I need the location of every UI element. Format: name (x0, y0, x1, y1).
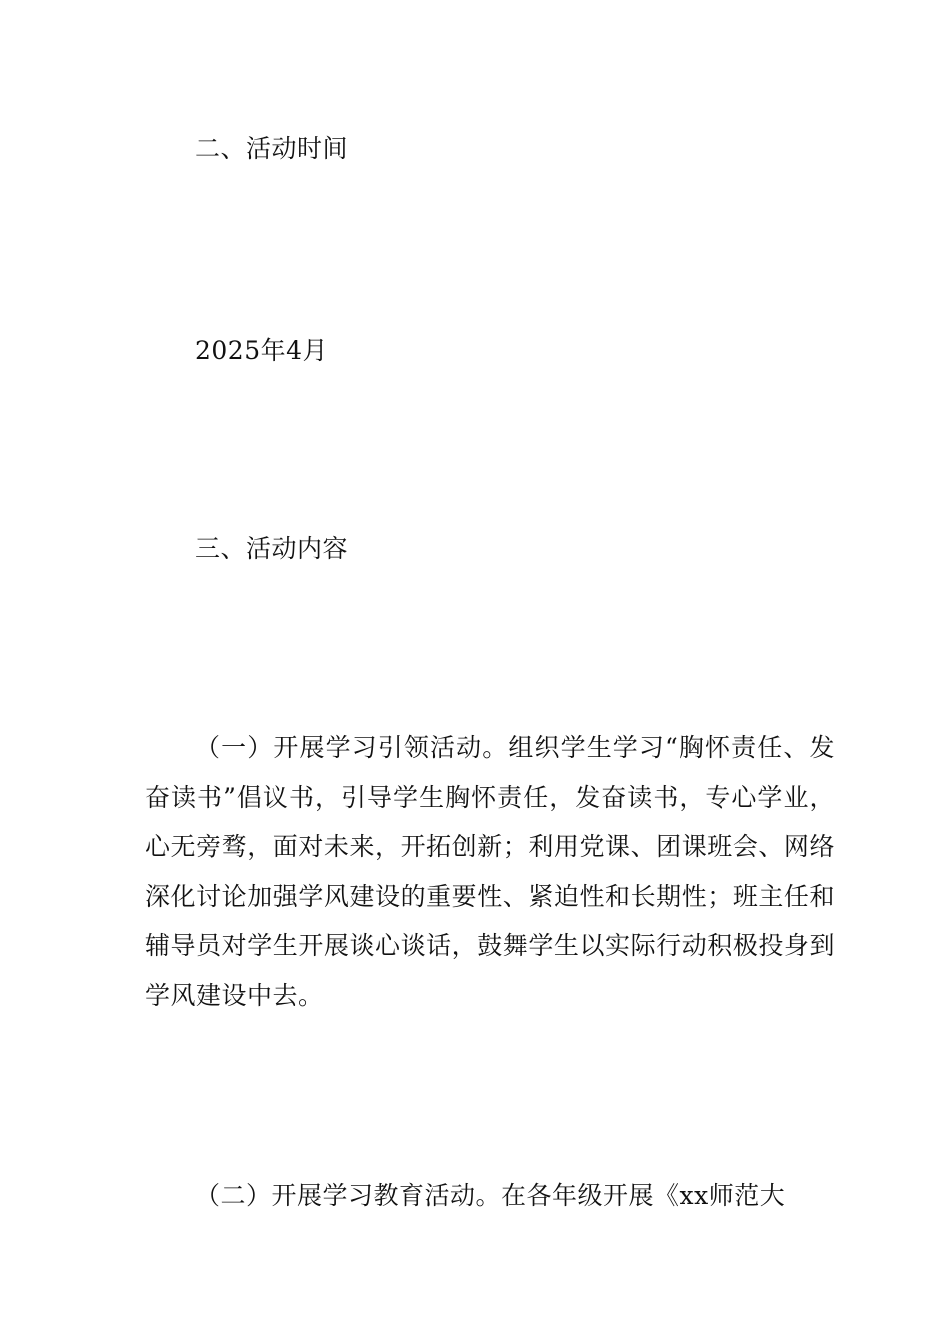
paragraph-learning-guidance: （一）开展学习引领活动。组织学生学习“胸怀责任、发奋读书”倡议书，引导学生胸怀责任，发奋读书，专心学业，心无旁骛，面对未来，开拓创新；利用党课、团课班会、网络深化讨论加强学风建设的重要性、紧迫性和长期性；班主任和辅导员对学生开展谈心谈话，鼓舞学生以实际行动积极投身到学风建设中去。 (145, 733, 835, 1010)
section-3-heading: 三、活动内容 (195, 534, 349, 563)
section-2-date: 2025年4月 (195, 336, 329, 365)
paragraph-learning-education: （二）开展学习教育活动。在各年级开展《xx师范大 (195, 1181, 786, 1210)
section-2-heading: 二、活动时间 (195, 134, 349, 163)
